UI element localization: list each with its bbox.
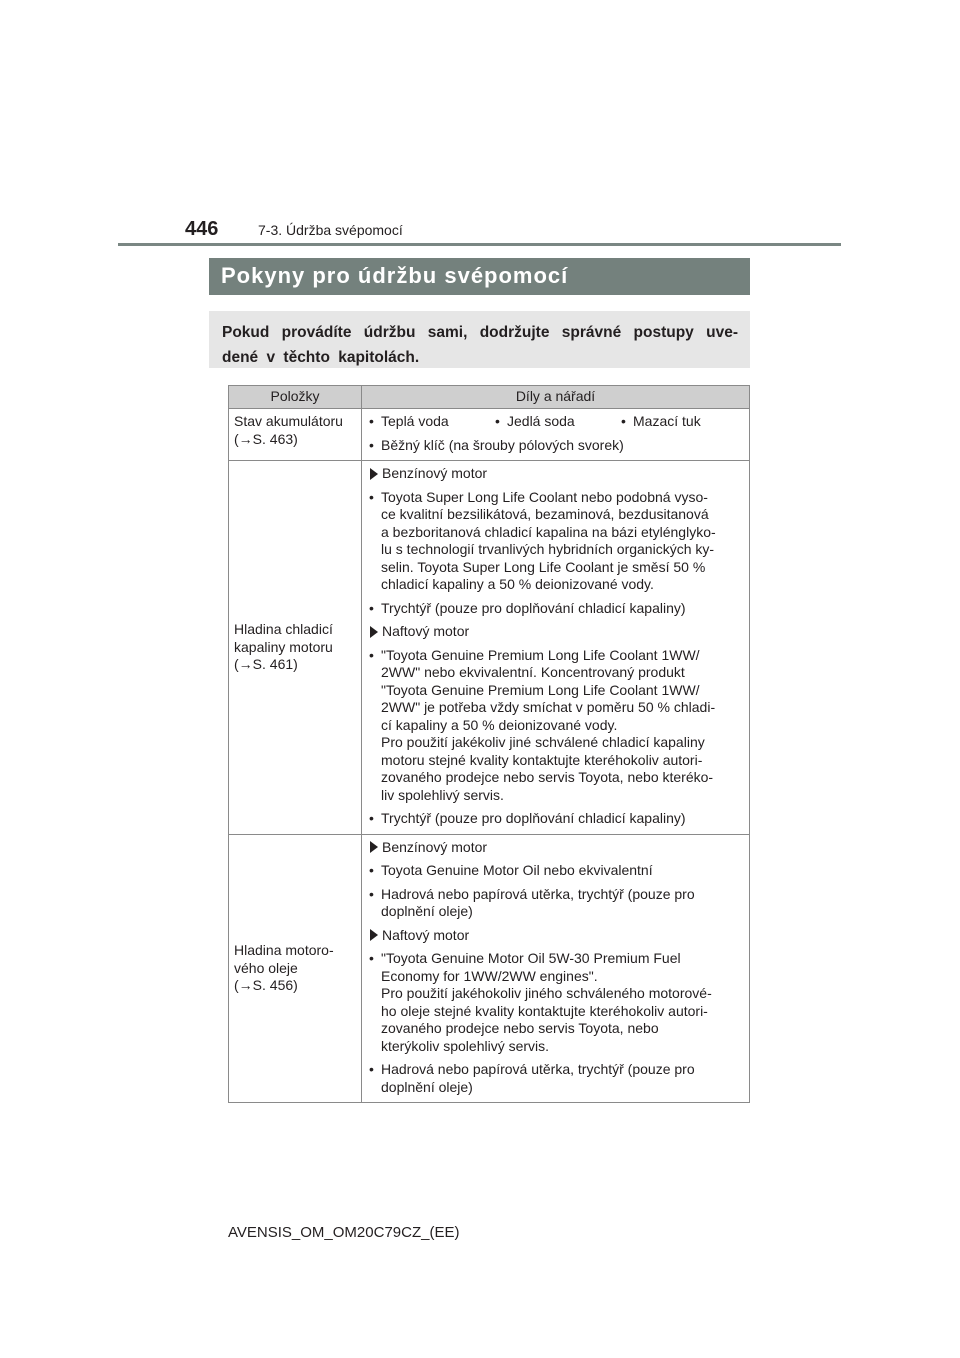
page-title: Pokyny pro údržbu svépomocí [221, 263, 569, 288]
list-item: • "Toyota Genuine Motor Oil 5W-30 Premium Fuel Economy for 1WW/2WW engines". Pro použití jakéhokoliv jiného schváleného motorové- ho oleje stejné kvality kontaktujte kteréhokoliv autori- zovaného prodejce nebo servis Toyota, nebo kterýkoliv spolehlivý servis. [369, 950, 712, 1054]
battery-tools [362, 409, 750, 461]
petrol-engine-heading: Benzínový motor [369, 465, 747, 483]
table-header-row [229, 386, 750, 409]
maintenance-table [228, 385, 750, 1103]
list-item: Mazací tuk [633, 413, 701, 429]
oil-tools [362, 834, 750, 1103]
table-row-oil [229, 834, 750, 1103]
triangle-marker-icon [370, 626, 378, 638]
petrol-engine-heading: Benzínový motor [369, 839, 747, 857]
list-item: • Hadrová nebo papírová utěrka, trychtýř (pouze pro doplnění oleje) [369, 1061, 695, 1095]
list-item: Jedlá soda [507, 413, 575, 429]
battery-tools-row: • Teplá voda • Jedlá soda • Mazací tuk [369, 413, 701, 429]
list-item: • Hadrová nebo papírová utěrka, trychtýř (pouze pro doplnění oleje) [369, 885, 695, 919]
page-number: 446 [185, 218, 219, 240]
list-item: • "Toyota Genuine Premium Long Life Coolant 1WW/ 2WW" nebo ekvivalentní. Koncentrovaný produkt "Toyota Genuine Premium Long Life Coolant 1WW/ 2WW" je potřeba vždy smíchat v poměru 50 % chladi- cí kapaliny a 50 % deionizované vody. Pro použití jakékoliv jiné schválené chladicí kapaliny motoru stejné kvality kontaktujte kteréhokoliv autori- zovaného prodejce nebo servis Toyota, nebo kteréko- liv spolehlivý servis. [369, 646, 716, 803]
coolant-item: Hladina chladicí kapaliny motoru (→S. 461) [229, 461, 362, 835]
list-item: • Toyota Super Long Life Coolant nebo podobná vyso- ce kvalitní bezsilikátová, bezaminová, bezdusitanová a bezboritanová chladicí kapalina na bázi etylénglyko- lu s technologií trvanlivých hybridních organických ky- selin. Toyota Super Long Life Coolant je směsí 50 % chladicí kapaliny a 50 % deionizované vody. [369, 488, 716, 592]
page-title-bar [209, 258, 750, 295]
list-item: • Trychtýř (pouze pro doplňování chladicí kapaliny) [369, 599, 686, 616]
list-item: • Trychtýř (pouze pro doplňování chladicí kapaliny) [369, 810, 686, 826]
triangle-marker-icon [370, 468, 378, 480]
coolant-tools [362, 461, 750, 835]
list-item: • Běžný klíč (na šrouby pólových svorek) [369, 436, 624, 453]
list-item: • Toyota Genuine Motor Oil nebo ekvivalentní [369, 862, 653, 878]
list-item: Teplá voda [381, 413, 449, 429]
diesel-engine-heading: Naftový motor [369, 927, 747, 945]
battery-item: Stav akumulátoru (→S. 463) [229, 409, 362, 461]
table-row-coolant [229, 461, 750, 835]
header-divider [118, 243, 841, 246]
column-header-parts: Díly a nářadí [362, 386, 750, 409]
oil-item: Hladina motoro- vého oleje (→S. 456) [229, 834, 362, 1103]
document-code: AVENSIS_OM_OM20C79CZ_(EE) [228, 1224, 460, 1241]
intro-text: Pokud provádíte údržbu sami, dodržujte správné postupy uve-dené v těchto kapitolách. [222, 324, 738, 366]
table-row-battery [229, 409, 750, 461]
triangle-marker-icon [370, 929, 378, 941]
column-header-items: Položky [229, 386, 362, 409]
triangle-marker-icon [370, 841, 378, 853]
intro-box [209, 311, 750, 368]
section-title: 7-3. Údržba svépomocí [258, 222, 403, 238]
diesel-engine-heading: Naftový motor [369, 623, 747, 641]
